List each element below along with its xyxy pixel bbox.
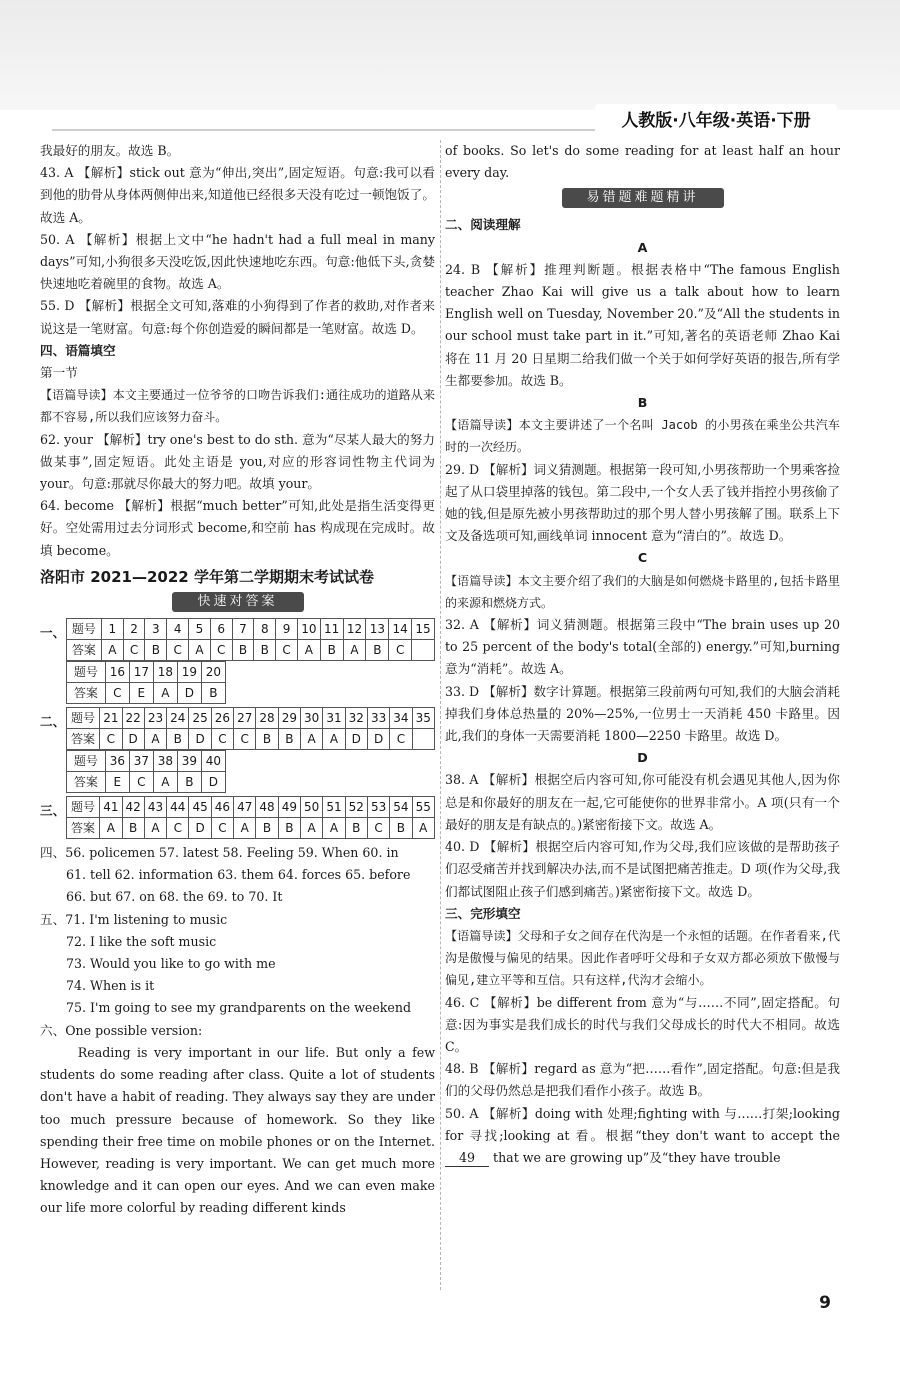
answer-table [66,707,435,750]
cell: 44 [167,797,189,818]
answer-line: 四、56. policemen 57. latest 58. Feeling 59. When 60. in [40,845,399,861]
answer-line: 75. I'm going to see my grandparents on the weekend [66,1000,412,1016]
cell: D [122,729,144,750]
cell: B [278,729,300,750]
cell: C [389,640,412,661]
cell: D [201,772,225,793]
answer-para: 我最好的朋友。故选 B。 [40,143,180,158]
answer-para: 55. D 【解析】根据全文可知,落难的小狗得到了作者的救助,对作者来说这是一笔财富。句意:每个你创造爱的瞬间都是一笔财富。故选 D。 [40,298,435,336]
cell: 41 [100,797,122,818]
cell: 39 [177,751,201,772]
cell: 37 [129,751,153,772]
header-rule [52,129,595,131]
answer-block-1 [40,618,435,704]
answer-table [66,750,226,793]
cell: 6 [210,619,232,640]
row-head: 答案 [66,683,105,704]
cell: D [177,683,201,704]
table-row [66,729,434,750]
cell: 19 [177,662,201,683]
passage-title: C [637,550,648,566]
cell: 54 [390,797,412,818]
answer-para: 38. A 【解析】根据空后内容可知,你可能没有机会遇见其他人,因为你总是和你最好的朋友在一起,它可能使你的世界非常小。A 项(只有一个最好的朋友是有缺点的。)紧密衔接下文。故选 A。 [445,772,840,832]
grid-label: 二、 [40,714,66,730]
cell: 49 [278,797,300,818]
quick-answers-banner: 快速对答案 [172,592,304,612]
table-row [66,772,225,793]
table-row [66,662,225,683]
cell: C [167,640,189,661]
grid-label: 一、 [40,625,66,641]
cell: 17 [129,662,153,683]
cell: C [276,640,298,661]
cell: 13 [366,619,389,640]
answer-para: 33. D 【解析】数字计算题。根据第三段前两句可知,我们的大脑会消耗掉我们身体总热量的 20%—25%,一位男士一天消耗 450 卡路里。因此,我们的身体一天需要消耗 1800—2250 卡路里。故选 D。 [445,683,840,744]
cell: A [323,729,345,750]
cell: B [345,818,367,839]
table-row [66,683,225,704]
answer-para: 32. A 【解析】词义猜测题。根据第三段中“The brain uses up 20 to 25 percent of the body's total(全部的) energy.”可知,burning 意为“消耗”。故选 A。 [445,617,840,677]
answer-para: 29. D 【解析】词义猜测题。根据第一段可知,小男孩帮助一个男乘客捡起了从口袋里掉落的钱包。第二段中,一个女人丢了钱并指控小男孩偷了她的钱,但是原先被小男孩帮助过的那个男人替小男孩解了围。联系上下文及备选项可知,画线单词 innocent 意为“清白的”。故选 D。 [445,461,840,544]
answer-para [445,1103,840,1170]
answer-para: 43. A 【解析】stick out 意为“伸出,突出”,固定短语。句意:我可以看到他的肋骨从身体两侧伸出来,知道他已经很多天没有吃过一顿饱饭了。故选 A。 [40,165,435,225]
cell: 50 [301,797,323,818]
cell: 30 [301,708,323,729]
cell: A [144,818,166,839]
passage-guide: 【语篇导读】本文主要介绍了我们的大脑是如何燃烧卡路里的,包括卡路里的来源和燃烧方式。 [445,573,840,610]
page-number: 9 [819,1293,831,1313]
cell: 28 [256,708,278,729]
right-column [445,140,840,1169]
cell: C [367,818,389,839]
answer-line: 六、One possible version: [40,1022,203,1038]
cell: 7 [232,619,254,640]
cell: B [145,640,167,661]
cell: A [301,818,323,839]
cell [412,729,434,750]
cell: D [367,729,389,750]
answer-line: 74. When is it [66,978,155,994]
cell: 27 [234,708,256,729]
cell: 25 [189,708,211,729]
cell: A [343,640,366,661]
section-heading: 三、完形填空 [445,905,521,921]
answer-table [66,796,435,839]
table-row [66,708,434,729]
cell: A [101,640,123,661]
cell: 51 [323,797,345,818]
answer-para: 40. D 【解析】根据空后内容可知,作为父母,我们应该做的是帮助孩子们忍受痛苦并找到解决办法,而不是试图把痛苦推走。D 项(作为父母,我们都试图阻止孩子们感到痛苦。)紧密衔接下文。故选 D。 [445,839,840,899]
cell: 55 [412,797,434,818]
cell: B [201,683,225,704]
table-row [66,640,434,661]
cell: D [345,729,367,750]
row-head: 题号 [66,797,99,818]
table-row [66,818,434,839]
answer-block-2 [40,707,435,793]
cell: C [167,818,189,839]
column-divider [440,140,441,1290]
cell: 21 [100,708,122,729]
row-head: 题号 [66,751,105,772]
essay-continued: of books. So let's do some reading for at least half an hour every day. [445,143,840,181]
cell: 18 [153,662,177,683]
cell: 12 [343,619,366,640]
blank-49: 49 [445,1150,489,1167]
cell: E [129,683,153,704]
cell: A [100,818,122,839]
answer-text: that we are growing up”及“they have trouble [493,1149,781,1165]
cell: A [153,772,177,793]
cell: 1 [101,619,123,640]
cell: A [234,818,256,839]
cell: A [301,729,323,750]
left-column [40,140,435,1220]
row-head: 题号 [66,708,99,729]
cell: D [189,729,211,750]
cell: E [105,772,129,793]
cell: B [390,818,412,839]
cell: A [153,683,177,704]
cell: 15 [412,619,435,640]
answer-para: 64. become 【解析】根据“much better”可知,此处是指生活变得更好。空处需用过去分词形式 become,和空前 has 构成现在完成时。故填 become。 [40,498,435,558]
passage-guide: 【语篇导读】本文主要讲述了一个名叫 Jacob 的小男孩在乘坐公共汽车时的一次经历。 [445,418,840,455]
row-head: 答案 [66,729,99,750]
answer-block-3 [40,796,435,839]
cell: 43 [144,797,166,818]
cell: 26 [211,708,233,729]
section-subheading: 第一节 [40,365,78,381]
exam-title: 洛阳市 2021—2022 学年第二学期期末考试试卷 [40,567,374,586]
cell [412,640,435,661]
answer-line: 72. I like the soft music [66,933,217,949]
row-head: 答案 [66,818,99,839]
row-head: 题号 [66,619,101,640]
header-title: 人教版·八年级·英语·下册 [595,104,837,138]
cell: 52 [345,797,367,818]
cell: A [189,640,211,661]
page-top-shade [0,0,900,110]
cell: B [122,818,144,839]
cell: C [211,729,233,750]
cell: B [256,818,278,839]
answer-table [66,618,435,661]
model-essay: Reading is very important in our life. But only a few students do some reading after class. Quite a lot of students don't have a habit of reading. They always say they are under too much pressure because of homework. So they like spending their free time on mobile phones or on the Internet. However, reading is very important. We can get much more knowledge and it can open our eyes. And we can even make our life more colorful by reading different kinds [40,1044,435,1216]
cell: C [100,729,122,750]
answer-line: 61. tell 62. information 63. them 64. forces 65. before [66,867,411,883]
answer-line: 73. Would you like to go with me [66,956,276,972]
cell: 5 [189,619,211,640]
grid-label: 三、 [40,803,66,819]
cell: C [105,683,129,704]
passage-title: B [637,395,648,411]
cell: 36 [105,751,129,772]
cell: C [210,640,232,661]
answer-para: 46. C 【解析】be different from 意为“与……不同”,固定搭配。句意:因为事实是我们成长的时代与我们父母成长的时代大不相同。故选 C。 [445,994,840,1054]
cell: 47 [234,797,256,818]
cell: 11 [320,619,343,640]
cell: C [211,818,233,839]
cell: C [234,729,256,750]
cell: B [254,640,276,661]
cell: 45 [189,797,211,818]
row-head: 答案 [66,640,101,661]
answer-line: 五、71. I'm listening to music [40,911,228,927]
cell: 4 [167,619,189,640]
cell: 46 [211,797,233,818]
cell: 42 [122,797,144,818]
cell: 53 [367,797,389,818]
cell: 32 [345,708,367,729]
cell: A [144,729,166,750]
cell: B [366,640,389,661]
cell: A [323,818,345,839]
cell: 48 [256,797,278,818]
cell: C [129,772,153,793]
table-row [66,751,225,772]
cell: 2 [123,619,145,640]
passage-guide: 【语篇导读】父母和子女之间存在代沟是一个永恒的话题。在作者看来,代沟是傲慢与偏见的结果。因此作者呼吁父母和子女双方都必须放下傲慢与偏见,建立平等和互信。只有这样,代沟才会缩小。 [445,928,840,988]
row-head: 答案 [66,772,105,793]
answer-para: 24. B 【解析】推理判断题。根据表格中“The famous English teacher Zhao Kai will give us a talk about how to learn English well on Tuesday, November 20.”及“All the students in our school must take part in it.”可知,著名的英语老师 Zhao Kai 将在 11 月 20 日星期二给我们做一个关于如何学好英语的报告,所有学生都要参加。故选 B。 [445,261,840,388]
cell: 34 [390,708,412,729]
cell: 14 [389,619,412,640]
passage-guide: 【语篇导读】本文主要通过一位爷爷的口吻告诉我们:通往成功的道路从来都不容易,所以我们应该努力奋斗。 [40,388,435,425]
answer-table [66,661,226,704]
cell: C [123,640,145,661]
cell: 35 [412,708,434,729]
cell: 3 [145,619,167,640]
cell: B [256,729,278,750]
answer-para: 50. A 【解析】根据上文中“he hadn't had a full meal in many days”可知,小狗很多天没吃饭,因此快速地吃东西。句意:他低下头,贪婪快速地吃着碗里的食物。故选 A。 [40,231,435,292]
row-head: 题号 [66,662,105,683]
cell: 16 [105,662,129,683]
section-heading: 四、语篇填空 [40,342,116,358]
answer-grid [40,618,435,839]
cell: A [412,818,434,839]
cell: 8 [254,619,276,640]
cell: 22 [122,708,144,729]
cell: B [320,640,343,661]
cell: C [390,729,412,750]
cell: 31 [323,708,345,729]
hard-questions-banner: 易错题难题精讲 [562,188,724,208]
table-row [66,797,434,818]
cell: 29 [278,708,300,729]
cell: 9 [276,619,298,640]
cell: D [189,818,211,839]
cell: 33 [367,708,389,729]
cell: 10 [297,619,320,640]
passage-title: A [637,239,648,255]
cell: 20 [201,662,225,683]
answer-text: 50. A 【解析】doing with 处理;fighting with 与……打架;looking for 寻找;looking at 看。根据“they don't want to accept the [445,1105,840,1143]
answer-line: 66. but 67. on 68. the 69. to 70. It [66,889,283,905]
cell: B [167,729,189,750]
answer-para: 62. your 【解析】try one's best to do sth. 意为“尽某人最大的努力做某事”,固定短语。此处主语是 you,对应的形容词性物主代词为 your。句意:那就尽你最大的努力吧。故填 your。 [40,431,435,492]
cell: 24 [167,708,189,729]
cell: 40 [201,751,225,772]
cell: A [297,640,320,661]
cell: 38 [153,751,177,772]
cell: B [232,640,254,661]
table-row [66,619,434,640]
answer-para: 48. B 【解析】regard as 意为“把……看作”,固定搭配。句意:但是我们的父母仍然总是把我们看作小孩子。故选 B。 [445,1061,840,1099]
cell: 23 [144,708,166,729]
section-heading: 二、阅读理解 [445,217,521,233]
passage-title: D [637,750,648,766]
cell: B [278,818,300,839]
cell: B [177,772,201,793]
